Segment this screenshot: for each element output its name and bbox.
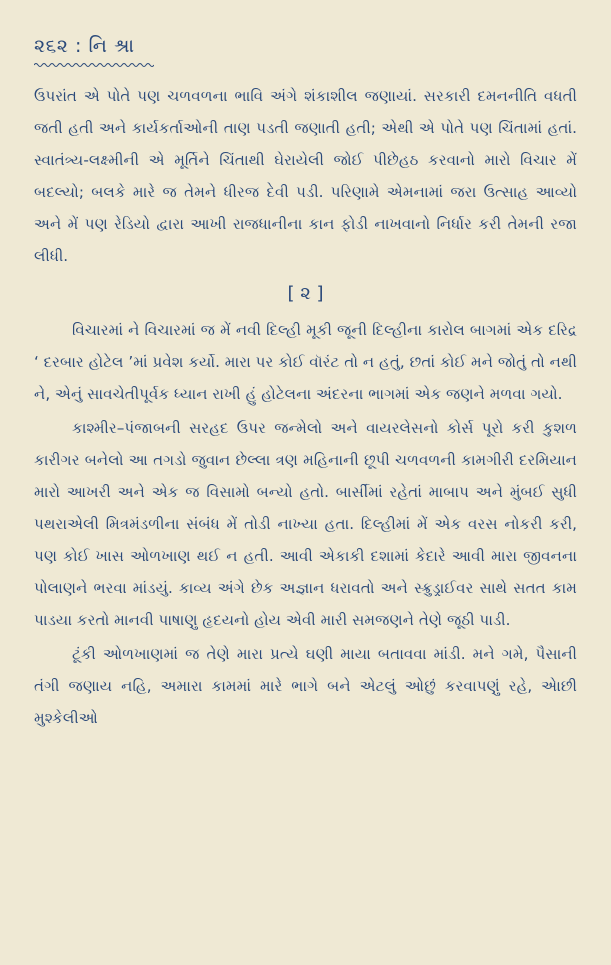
running-title: નિ શ્રા	[88, 35, 135, 57]
paragraph: કાશ્મીર–પંજાબની સરહદ ઉપર જન્મેલો અને વાયરલેસનો કોર્સ પૂરો કરી કુશળ કારીગર બનેલો આ તગડો જુવાન છેલ્લા ત્રણ મહિનાની છૂપી ચળવળની કામગીરી દરમિયાન મારો આખરી અને એક જ વિસામો બન્યો હતો. બાર્સીમાં રહેતાં માબાપ અને મુંબઈ સુધી પથરાએલી મિત્રમંડળીના સંબંધ મેં તોડી નાખ્યા હતા. દિલ્હીમાં મેં એક વરસ નોકરી કરી, પણ કોઈ ખાસ ઓળખાણ થઈ ન હતી. આવી એકાકી દશામાં કેદારે આવી મારા જીવનના પોલાણને ભરવા માંડયું. કાવ્ય અંગે છેક અજ્ઞાન ધરાવતો અને સ્ક્રુડ્રાઈવર સાથે સતત કામ પાડયા કરતો માનવી પાષાણુ હૃદયનો હોય એવી મારી સમજણને તેણે જૂઠી પાડી.	[34, 419, 577, 629]
paragraph: ઉપરાંત એ પોતે પણ ચળવળના ભાવિ અંગે શંકાશીલ જણાયાં. સરકારી દમનનીતિ વધતી જતી હતી અને કાર્યકર્તાઓની તાણ પડતી જણાતી હતી; એથી એ પોતે પણ ચિંતામાં હતાં. સ્વાતંત્ર્ય-લક્ષ્મીની એ મૂર્તિને ચિંતાથી ઘેરાયેલી જોઈ પીછેહઠ કરવાનો મારો વિચાર મેં બદલ્યો; બલકે મારે જ તેમને ધીરજ દેવી પડી. પરિણામે એમનામાં જરા ઉત્સાહ આવ્યો અને મેં પણ રેડિયો દ્વારા આખી રાજધાનીના કાન ફોડી નાખવાનો નિર્ધાર કરી તેમની રજા લીધી.	[34, 87, 577, 265]
running-header	[34, 34, 577, 58]
page-number: ૨૬૨	[34, 35, 69, 57]
paragraph: વિચારમાં ને વિચારમાં જ મેં નવી દિલ્હી મૂકી જૂની દિલ્હીના કારોલ બાગમાં એક દરિદ્ર ‘ દરબાર હોટેલ ’માં પ્રવેશ કર્યો. મારા પર કોઈ વૉરંટ તો ન હતું, છતાં કોઈ મને જોતું તો નથી ને, એનું સાવચેતીપૂર્વક ધ્યાન રાખી હું હોટેલના અંદરના ભાગમાં એક જણને મળવા ગયો.	[34, 321, 577, 403]
paragraph: ટૂંકી ઓળખાણમાં જ તેણે મારા પ્રત્યે ઘણી માયા બતાવવા માંડી. મને ગમે, પૈસાની તંગી જણાય નહિ, અમારા કામમાં મારે ભાગે બને એટલું ઓછું કરવાપણું રહે, એાછી મુશ્કેલીઓ	[34, 645, 577, 727]
header-separator: :	[75, 35, 82, 57]
section-number: [ ૨ ]	[287, 283, 324, 304]
header-ornament-rule	[34, 62, 154, 68]
